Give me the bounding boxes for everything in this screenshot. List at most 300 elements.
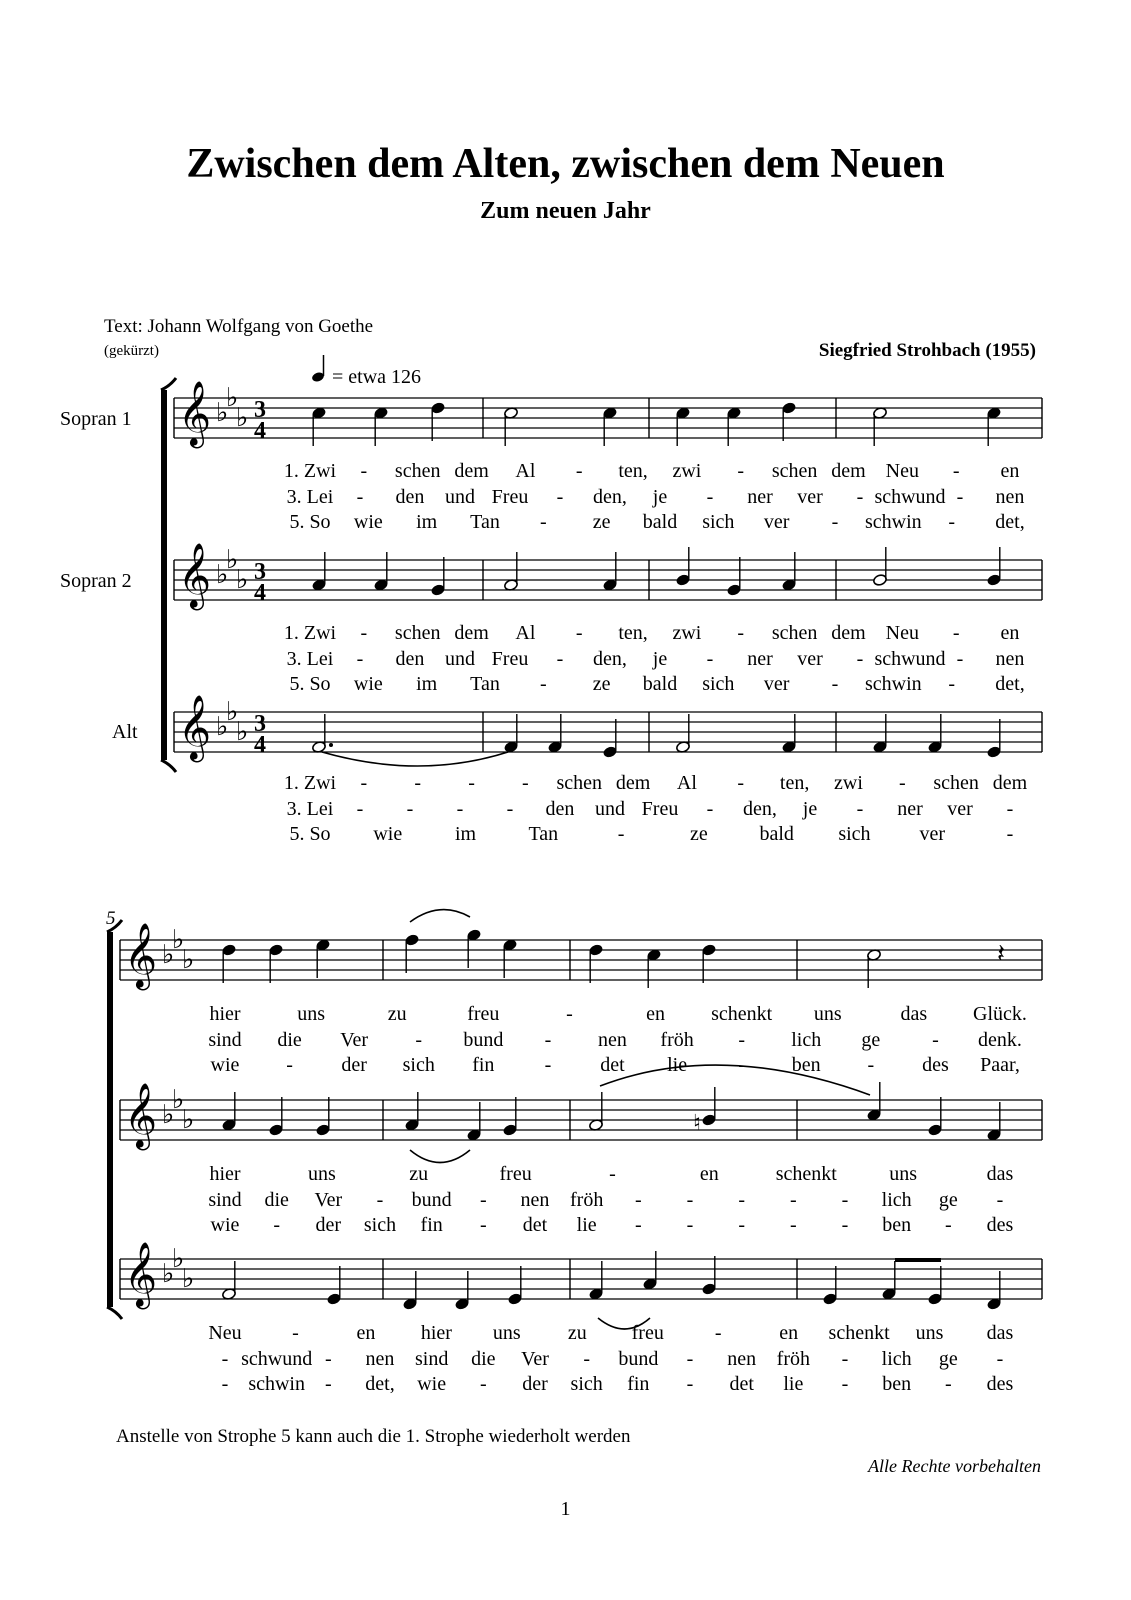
treble-clef: 𝄞: [124, 1244, 158, 1306]
lyric-syllable: nen: [727, 1348, 757, 1370]
lyric-syllable: schwin: [248, 1373, 306, 1395]
lyric-syllable: im: [416, 511, 438, 533]
lyric-syllable: -: [944, 1373, 952, 1395]
lyric-syllable: freu: [467, 1003, 500, 1025]
lyric-syllable: en: [356, 1322, 376, 1344]
bracket-curl: [161, 378, 176, 390]
lyric-syllable: lie: [667, 1054, 688, 1076]
lyric-syllable: hier: [209, 1003, 241, 1025]
lyric-syllable: -: [789, 1214, 797, 1236]
lyric-syllable: je: [652, 648, 668, 670]
lyric-syllable: ben: [882, 1373, 912, 1395]
page-number: 1: [560, 1498, 571, 1520]
lyric-syllable: -: [324, 1348, 332, 1370]
lyric-syllable: lie: [576, 1214, 597, 1236]
lyric-syllable: der: [522, 1373, 548, 1395]
lyric-syllable: und: [445, 486, 475, 508]
lyric-syllable: 1. Zwi: [283, 622, 337, 644]
lyric-syllable: ver: [763, 673, 790, 695]
lyric-syllable: ten,: [779, 772, 810, 794]
lyric-syllable: -: [479, 1373, 487, 1395]
lyric-syllable: ben: [791, 1054, 821, 1076]
lyric-syllable: 1. Zwi: [283, 772, 337, 794]
key-signature-flat: ♭: [162, 940, 175, 969]
lyric-syllable: ver: [797, 648, 823, 670]
lyric-syllable: freu: [499, 1163, 532, 1185]
lyric-syllable: nen: [995, 486, 1025, 508]
lyric-syllable: -: [867, 1054, 875, 1076]
lyric-syllable: -: [634, 1189, 642, 1211]
lyric-syllable: -: [831, 511, 839, 533]
lyric-syllable: -: [479, 1214, 487, 1236]
lyric-syllable: det,: [995, 673, 1025, 695]
lyric-syllable: der: [341, 1054, 367, 1076]
lyric-syllable: -: [841, 1348, 849, 1370]
lyric-syllable: schen: [771, 622, 818, 644]
lyric-syllable: -: [522, 772, 529, 794]
lyric-syllable: -: [406, 798, 414, 820]
lyric-syllable: Ver: [314, 1189, 343, 1211]
lyric-syllable: det: [600, 1054, 625, 1076]
lyric-syllable: -: [686, 1373, 694, 1395]
lyric-syllable: -: [996, 1348, 1004, 1370]
lyric-syllable: fröh: [776, 1348, 810, 1370]
lyric-syllable: fin: [627, 1373, 650, 1395]
key-signature-flat: ♭: [236, 565, 249, 594]
lyric-syllable: den: [395, 486, 425, 508]
key-signature-flat: ♭: [226, 545, 239, 574]
lyric-syllable: bund: [463, 1029, 504, 1051]
key-signature-flat: ♭: [226, 383, 239, 412]
lyric-syllable: nen: [598, 1029, 627, 1051]
time-signature-top: 3: [254, 559, 266, 585]
lyric-syllable: bald: [759, 823, 794, 845]
time-signature-top: 3: [254, 711, 266, 737]
lyric-syllable: -: [479, 1189, 487, 1211]
lyric-syllable: Freu: [491, 486, 529, 508]
lyric-syllable: wie: [353, 511, 383, 533]
key-signature-flat: ♭: [172, 1244, 185, 1273]
key-signature-flat: ♭: [182, 1105, 195, 1134]
lyric-syllable: bald: [642, 511, 678, 533]
lyric-syllable: sich: [363, 1214, 397, 1236]
key-signature-flat: ♭: [216, 560, 229, 589]
treble-clef: 𝄞: [178, 383, 212, 445]
lyric-syllable: Ver: [521, 1348, 549, 1370]
lyric-syllable: schwin: [864, 511, 922, 533]
lyric-syllable: schen: [556, 772, 603, 794]
lyric-syllable: det: [522, 1214, 548, 1236]
bracket-curl: [107, 1307, 122, 1319]
lyric-syllable: Freu: [491, 648, 529, 670]
lyric-syllable: ze: [690, 823, 708, 845]
text-note: (gekürzt): [104, 343, 159, 359]
voice-label-alt: Alt: [112, 721, 138, 743]
lyric-syllable: die: [277, 1029, 302, 1051]
key-signature-flat: ♭: [236, 717, 249, 746]
page-subtitle: Zum neuen Jahr: [480, 198, 651, 224]
lyric-syllable: -: [1006, 823, 1014, 845]
copyright-note: Alle Rechte vorbehalten: [868, 1456, 1041, 1476]
lyric-syllable: -: [539, 673, 547, 695]
key-signature-flat: ♭: [216, 712, 229, 741]
lyric-syllable: -: [737, 460, 745, 482]
lyric-syllable: schwund: [874, 486, 946, 508]
lyric-syllable: ge: [938, 1348, 958, 1370]
lyric-syllable: zu: [409, 1163, 429, 1185]
lyric-syllable: -: [714, 1322, 722, 1344]
lyric-syllable: den,: [593, 486, 627, 508]
lyric-syllable: -: [841, 1373, 849, 1395]
time-signature-bottom: 4: [254, 418, 266, 444]
lyric-syllable: den,: [593, 648, 627, 670]
key-signature-flat: ♭: [182, 945, 195, 974]
lyric-syllable: -: [415, 1029, 423, 1051]
lyric-syllable: dem: [615, 772, 651, 794]
lyric-syllable: dem: [831, 460, 866, 482]
lyric-syllable: die: [264, 1189, 289, 1211]
lyric-syllable: ten,: [618, 460, 648, 482]
time-signature-bottom: 4: [254, 732, 266, 758]
lyric-syllable: ver: [797, 486, 823, 508]
measure-number: 5: [106, 908, 116, 929]
lyric-syllable: -: [544, 1054, 552, 1076]
lyric-syllable: im: [416, 673, 438, 695]
lyric-syllable: -: [566, 1003, 573, 1025]
lyric-syllable: zu: [387, 1003, 407, 1025]
lyric-syllable: fin: [472, 1054, 495, 1076]
lyric-syllable: -: [789, 1189, 797, 1211]
key-signature-flat: ♭: [182, 1264, 195, 1293]
page-title: Zwischen dem Alten, zwischen dem Neuen: [186, 141, 945, 187]
lyric-syllable: zu: [567, 1322, 587, 1344]
lyric-syllable: det,: [365, 1373, 395, 1395]
treble-clef: 𝄞: [178, 697, 212, 759]
lyric-syllable: -: [1006, 798, 1014, 820]
lyric-syllable: sind: [208, 1029, 242, 1051]
lyric-syllable: hier: [209, 1163, 241, 1185]
lyric-syllable: dem: [992, 772, 1028, 794]
lyric-syllable: -: [556, 648, 564, 670]
lyric-syllable: Tan: [528, 823, 559, 845]
quarter-rest: 𝄽: [997, 939, 1005, 968]
lyric-syllable: -: [948, 673, 956, 695]
key-signature-flat: ♭: [172, 925, 185, 954]
lyric-syllable: -: [273, 1214, 281, 1236]
lyric-syllable: ge: [861, 1029, 881, 1051]
lyric-syllable: freu: [631, 1322, 664, 1344]
tempo-text: = etwa 126: [332, 366, 422, 388]
dot: [329, 743, 333, 747]
lyric-syllable: -: [583, 1348, 591, 1370]
time-signature-top: 3: [254, 397, 266, 423]
lyric-syllable: -: [686, 1348, 694, 1370]
lyric-syllable: lich: [791, 1029, 822, 1051]
lyric-syllable: des: [986, 1373, 1014, 1395]
lyric-syllable: -: [738, 1029, 746, 1051]
lyric-syllable: -: [617, 823, 625, 845]
lyric-syllable: schwund: [241, 1348, 313, 1370]
lyric-syllable: sich: [702, 511, 735, 533]
lyric-syllable: je: [652, 486, 668, 508]
key-signature-flat: ♭: [226, 697, 239, 726]
lyric-syllable: uns: [889, 1163, 918, 1185]
lyric-syllable: 5. So: [289, 673, 331, 695]
lyric-syllable: 3. Lei: [286, 798, 334, 820]
lyric-syllable: -: [575, 460, 583, 482]
lyric-syllable: -: [952, 622, 960, 644]
lyric-syllable: wie: [210, 1054, 240, 1076]
text-credit: Text: Johann Wolfgang von Goethe: [104, 316, 374, 337]
lyric-syllable: det,: [995, 511, 1025, 533]
lyric-syllable: ben: [882, 1214, 912, 1236]
lyric-syllable: nen: [365, 1348, 395, 1370]
lyric-syllable: 3. Lei: [286, 486, 334, 508]
tempo-marking: [311, 355, 421, 388]
lyric-syllable: Paar,: [980, 1054, 1020, 1076]
lyric-syllable: -: [324, 1373, 332, 1395]
lyric-syllable: -: [932, 1029, 939, 1051]
natural-sign: ♮: [693, 1110, 701, 1135]
lyric-syllable: 5. So: [289, 511, 331, 533]
lyric-syllable: bald: [642, 673, 678, 695]
lyric-syllable: Ver: [340, 1029, 369, 1051]
lyric-syllable: -: [544, 1029, 552, 1051]
lyric-syllable: den,: [743, 798, 777, 820]
lyric-syllable: bund: [618, 1348, 659, 1370]
lyric-syllable: en: [779, 1322, 799, 1344]
lyric-syllable: dem: [831, 622, 866, 644]
lyric-syllable: sind: [208, 1189, 242, 1211]
lyric-syllable: -: [737, 622, 745, 644]
bracket-curl: [161, 760, 176, 772]
lyric-syllable: Neu: [208, 1322, 242, 1344]
tie: [322, 752, 508, 766]
lyric-syllable: dem: [454, 460, 489, 482]
lyric-syllable: zwi: [834, 772, 863, 794]
lyric-syllable: Tan: [470, 673, 500, 695]
system-bracket: [161, 390, 167, 760]
lyric-syllable: en: [1000, 460, 1020, 482]
lyric-syllable: ze: [592, 673, 611, 695]
lyric-syllable: im: [454, 823, 477, 845]
lyric-syllable: ver: [919, 823, 945, 845]
lyric-syllable: Al: [676, 772, 697, 794]
lyric-syllable: -: [360, 460, 368, 482]
key-signature-flat: ♭: [172, 1085, 185, 1114]
lyric-syllable: -: [856, 798, 864, 820]
lyric-syllable: sich: [838, 823, 871, 845]
lyric-syllable: -: [575, 622, 583, 644]
lyric-syllable: das: [900, 1003, 928, 1025]
treble-clef: 𝄞: [178, 545, 212, 607]
lyric-syllable: nen: [995, 648, 1025, 670]
lyric-syllable: wie: [210, 1214, 240, 1236]
lyric-syllable: des: [986, 1214, 1014, 1236]
lyric-syllable: die: [471, 1348, 496, 1370]
lyric-syllable: fröh: [570, 1189, 604, 1211]
system-bracket: [107, 932, 113, 1307]
footnote: Anstelle von Strophe 5 kann auch die 1. Strophe wiederholt werden: [116, 1426, 631, 1447]
lyric-syllable: -: [952, 460, 960, 482]
lyric-syllable: Al: [515, 460, 536, 482]
lyric-syllable: -: [634, 1214, 642, 1236]
lyric-syllable: den: [545, 798, 575, 820]
lyric-syllable: -: [686, 1189, 694, 1211]
slur: [410, 910, 470, 922]
lyric-syllable: -: [376, 1189, 384, 1211]
lyric-syllable: -: [556, 486, 564, 508]
lyric-syllable: -: [996, 1189, 1004, 1211]
lyric-syllable: -: [738, 1214, 746, 1236]
lyric-syllable: uns: [915, 1322, 944, 1344]
lyric-syllable: schen: [394, 622, 441, 644]
lyric-syllable: uns: [307, 1163, 336, 1185]
lyric-syllable: ver: [947, 798, 973, 820]
lyric-syllable: -: [468, 772, 475, 794]
lyric-syllable: -: [841, 1214, 849, 1236]
composer-credit: Siegfried Strohbach (1955): [818, 340, 1036, 361]
lyric-syllable: -: [221, 1373, 229, 1395]
lyric-syllable: uns: [492, 1322, 521, 1344]
lyric-syllable: -: [737, 772, 745, 794]
lyric-syllable: ge: [938, 1189, 958, 1211]
lyric-syllable: sich: [570, 1373, 603, 1395]
lyric-syllable: -: [414, 772, 422, 794]
lyric-syllable: 1. Zwi: [283, 460, 337, 482]
key-signature-flat: ♭: [236, 403, 249, 432]
lyric-syllable: -: [292, 1322, 299, 1344]
slur: [600, 1065, 870, 1095]
time-signature-bottom: 4: [254, 580, 266, 606]
key-signature-flat: ♭: [162, 1259, 175, 1288]
lyric-syllable: -: [360, 622, 368, 644]
lyric-syllable: des: [922, 1054, 949, 1076]
lyric-syllable: lich: [881, 1348, 912, 1370]
lyric-syllable: -: [856, 486, 864, 508]
lyric-syllable: wie: [417, 1373, 447, 1395]
lyric-syllable: schen: [933, 772, 979, 794]
lyric-syllable: schenkt: [711, 1003, 773, 1025]
lyric-syllable: -: [506, 798, 514, 820]
lyric-syllable: schenkt: [775, 1163, 837, 1185]
lyric-syllable: -: [738, 1054, 746, 1076]
lyric-syllable: Al: [515, 622, 536, 644]
lyric-syllable: -: [286, 1054, 293, 1076]
lyric-syllable: Neu: [885, 622, 919, 644]
lyric-syllable: Freu: [641, 798, 679, 820]
lyric-syllable: je: [802, 798, 818, 820]
lyric-syllable: ver: [763, 511, 790, 533]
lyric-syllable: en: [699, 1163, 719, 1185]
lyric-syllable: -: [706, 486, 714, 508]
lyric-syllable: schenkt: [828, 1322, 890, 1344]
lyric-syllable: Glück.: [973, 1003, 1027, 1025]
lyric-syllable: -: [356, 648, 364, 670]
lyric-syllable: ner: [747, 486, 773, 508]
lyric-syllable: und: [445, 648, 475, 670]
lyric-syllable: -: [706, 798, 714, 820]
lyric-syllable: -: [856, 648, 864, 670]
lyric-syllable: sich: [702, 673, 735, 695]
slur: [410, 1150, 470, 1163]
lyric-syllable: das: [986, 1163, 1014, 1185]
lyric-syllable: hier: [420, 1322, 452, 1344]
lyric-syllable: sind: [414, 1348, 449, 1370]
lyric-syllable: -: [456, 798, 464, 820]
lyric-syllable: uns: [813, 1003, 842, 1025]
lyric-syllable: -: [221, 1348, 229, 1370]
lyric-syllable: ner: [897, 798, 923, 820]
lyric-syllable: ten,: [618, 622, 648, 644]
lyric-syllable: bund: [411, 1189, 452, 1211]
lyric-syllable: fröh: [660, 1029, 694, 1051]
lyric-syllable: dem: [454, 622, 489, 644]
lyric-syllable: uns: [297, 1003, 326, 1025]
lyric-syllable: der: [315, 1214, 342, 1236]
lyric-syllable: nen: [520, 1189, 550, 1211]
lyric-syllable: zwi: [672, 460, 702, 482]
key-signature-flat: ♭: [216, 398, 229, 427]
lyric-syllable: wie: [373, 823, 403, 845]
lyric-syllable: -: [948, 511, 956, 533]
lyric-syllable: Neu: [885, 460, 919, 482]
lyric-syllable: -: [356, 486, 364, 508]
treble-clef: 𝄞: [124, 1085, 158, 1147]
lyric-syllable: 3. Lei: [286, 648, 334, 670]
lyric-syllable: en: [646, 1003, 666, 1025]
lyric-syllable: fin: [420, 1214, 443, 1236]
lyric-syllable: zwi: [672, 622, 702, 644]
lyric-syllable: schen: [394, 460, 441, 482]
lyric-syllable: -: [360, 772, 368, 794]
treble-clef: 𝄞: [124, 925, 158, 987]
lyric-syllable: -: [356, 798, 364, 820]
lyric-syllable: -: [841, 1189, 849, 1211]
lyric-syllable: -: [738, 1189, 746, 1211]
lyric-syllable: und: [595, 798, 625, 820]
lyric-syllable: schwin: [864, 673, 922, 695]
lyric-syllable: det: [729, 1373, 754, 1395]
lyric-syllable: -: [898, 772, 906, 794]
lyric-syllable: schwund: [874, 648, 946, 670]
lyric-syllable: ner: [747, 648, 773, 670]
lyric-syllable: en: [1000, 622, 1020, 644]
key-signature-flat: ♭: [162, 1100, 175, 1129]
lyric-syllable: -: [686, 1214, 694, 1236]
lyric-syllable: lie: [783, 1373, 804, 1395]
lyric-syllable: das: [986, 1322, 1014, 1344]
lyric-syllable: lich: [881, 1189, 912, 1211]
lyric-syllable: -: [956, 648, 964, 670]
lyric-syllable: 5. So: [289, 823, 331, 845]
lyric-syllable: schen: [771, 460, 818, 482]
lyric-syllable: -: [944, 1214, 952, 1236]
voice-label-sopran1: Sopran 1: [60, 408, 132, 430]
lyric-syllable: -: [609, 1163, 616, 1185]
lyric-syllable: -: [539, 511, 547, 533]
lyric-syllable: sich: [402, 1054, 435, 1076]
lyric-syllable: -: [956, 486, 964, 508]
voice-label-sopran2: Sopran 2: [60, 570, 132, 592]
lyric-syllable: den: [395, 648, 425, 670]
lyric-syllable: denk.: [978, 1029, 1022, 1051]
lyric-syllable: -: [706, 648, 714, 670]
lyric-syllable: Tan: [470, 511, 500, 533]
lyric-syllable: ze: [592, 511, 611, 533]
lyric-syllable: -: [831, 673, 839, 695]
lyric-syllable: wie: [353, 673, 383, 695]
